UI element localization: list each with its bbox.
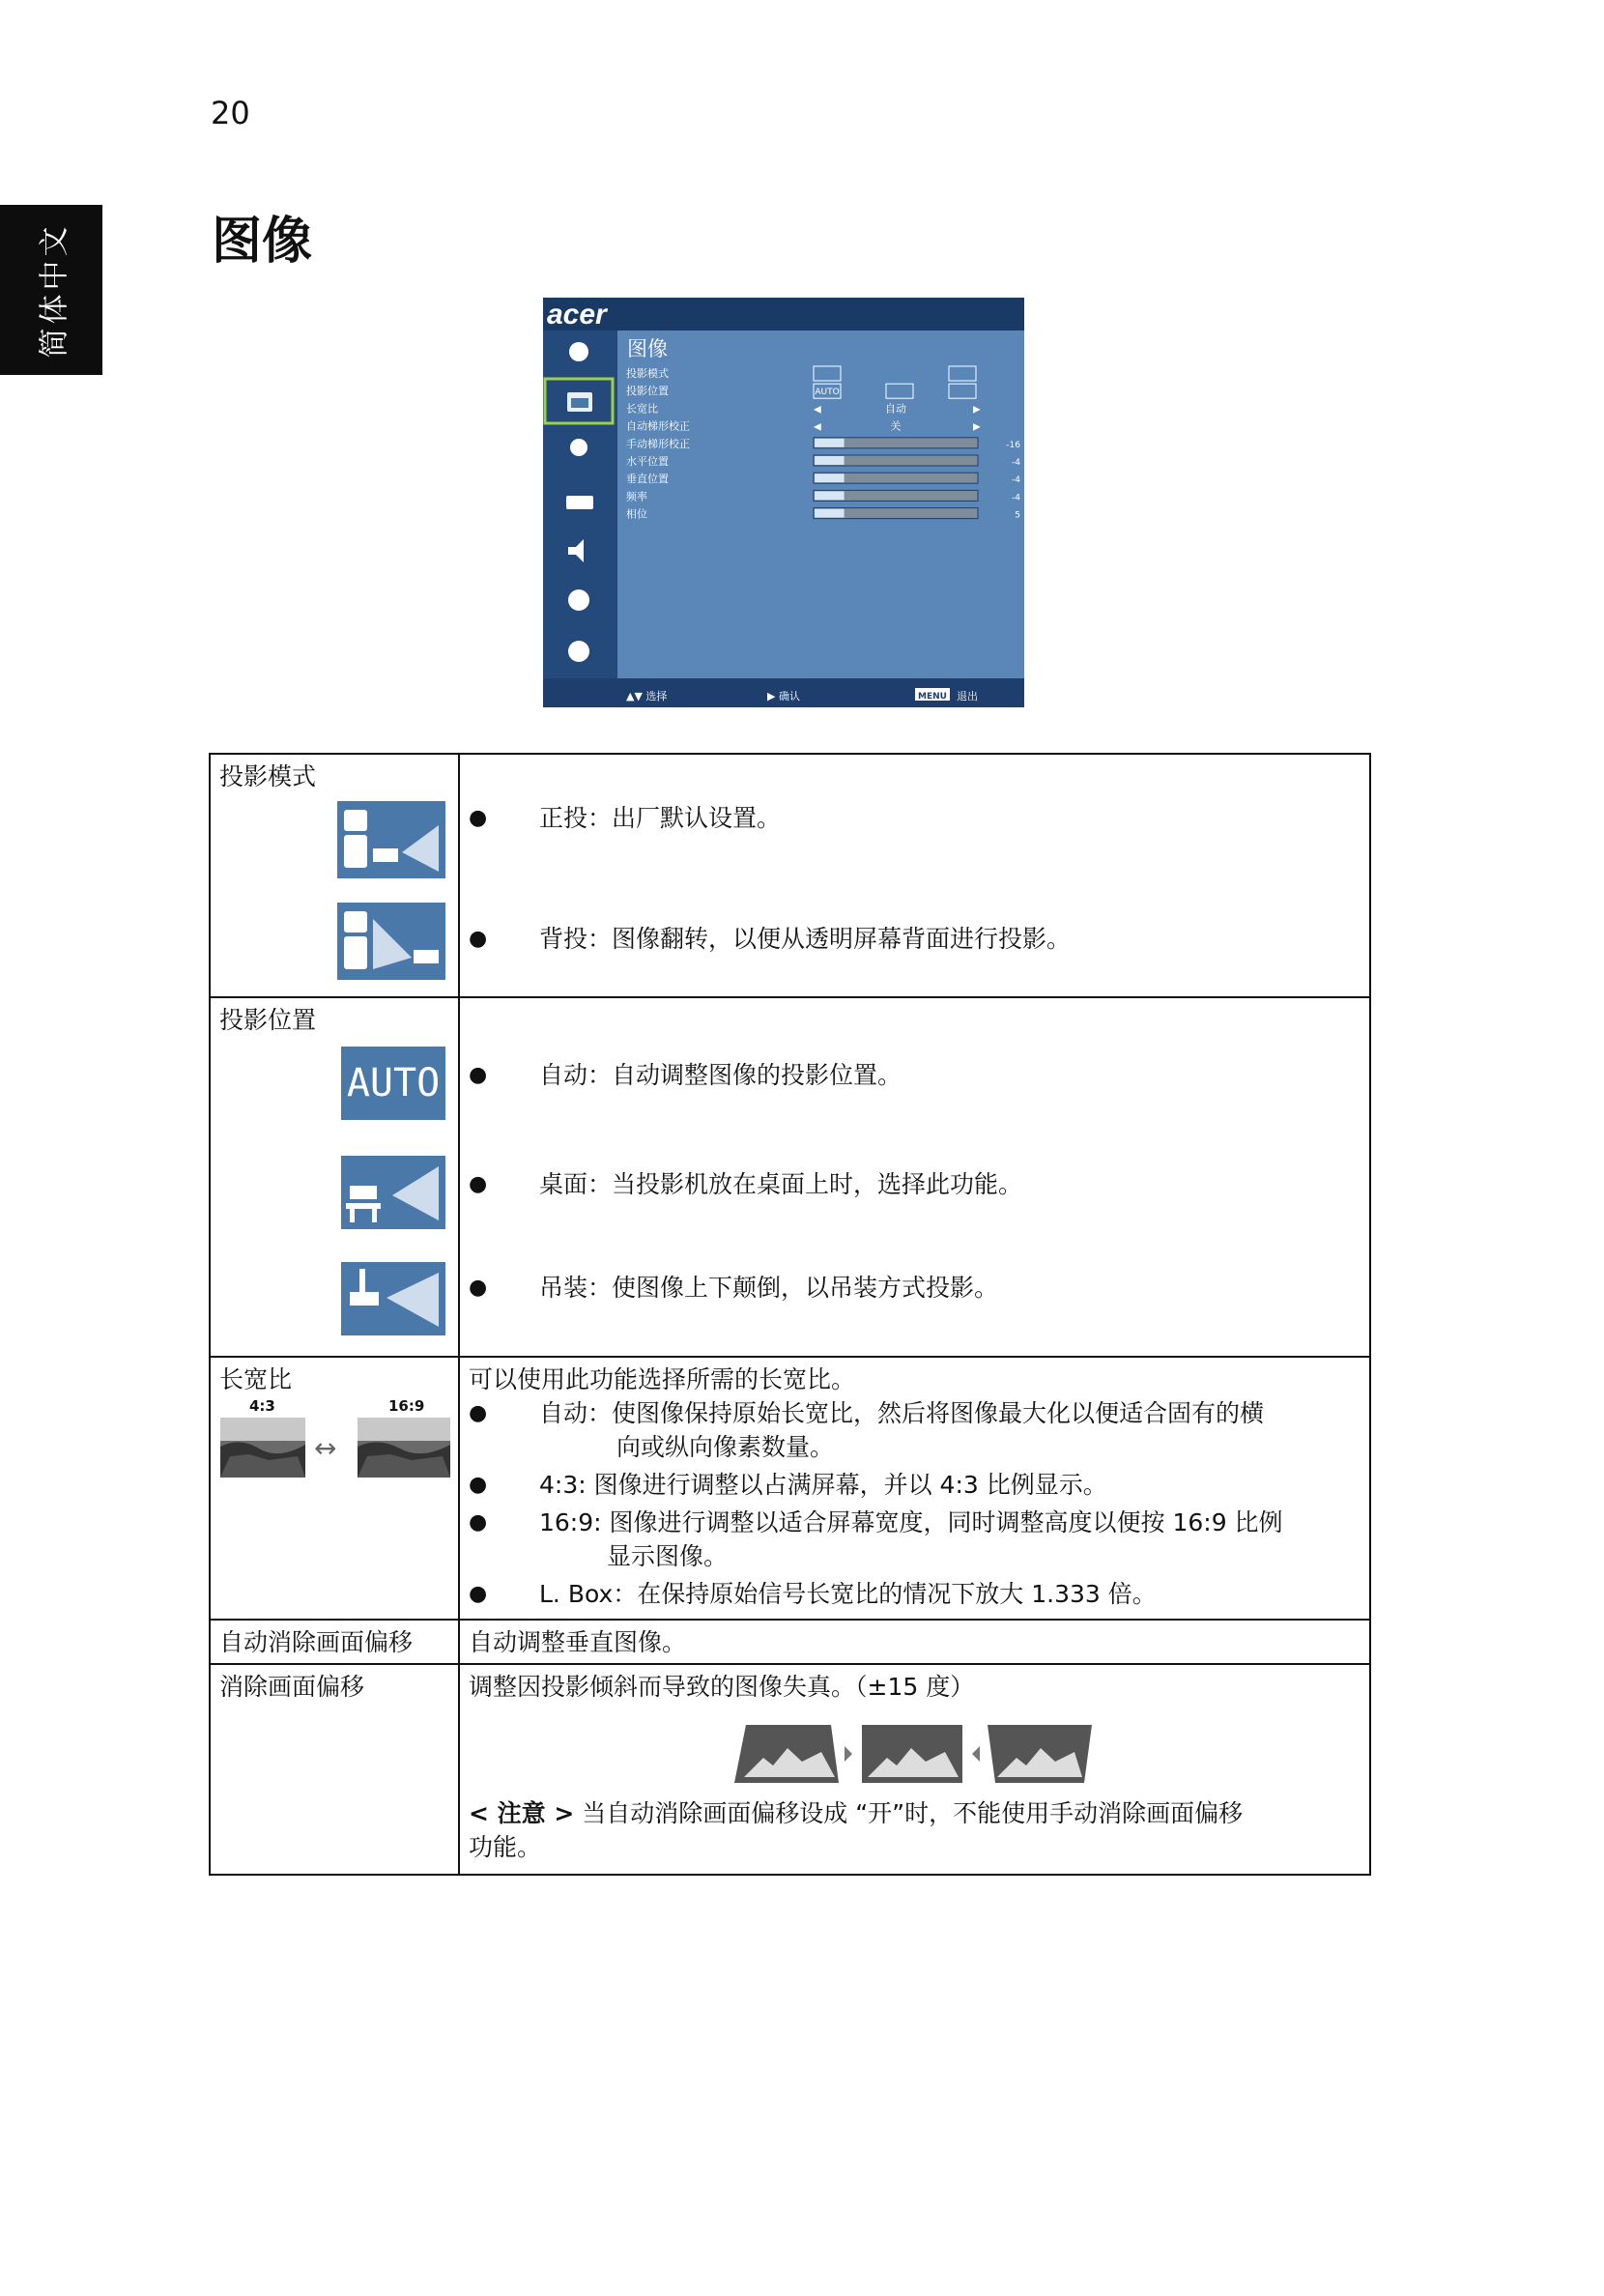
osd-left-arrow-icon: ◀ xyxy=(814,404,821,416)
aspect-ratio-items xyxy=(460,1396,1369,1611)
aspect-ratio-item: ● 16:9: 图像进行调整以适合屏幕宽度，同时调整高度以便按 16:9 比例 显示图像。 xyxy=(469,1508,1283,1570)
osd-row-label: 相位 xyxy=(626,507,647,521)
row-projection-mode xyxy=(210,754,1370,997)
aspect-ratio-intro: 可以使用此功能选择所需的长宽比。 xyxy=(469,1365,856,1393)
thumb-4-3-label: 4:3 xyxy=(249,1397,275,1415)
row-projection-location xyxy=(210,997,1370,1357)
language-label: 简体中文 xyxy=(37,222,72,358)
osd-settings-icon xyxy=(570,439,587,456)
osd-slider-fill xyxy=(815,474,845,482)
image-settings-table xyxy=(209,753,1371,1876)
osd-slider-fill xyxy=(815,439,845,447)
rear-projection-item: ● 背投：图像翻转，以便从透明屏幕背面进行投影。 xyxy=(469,925,1072,953)
aspect-switch-arrow-icon: ↔ xyxy=(314,1432,337,1464)
osd-row-label: 水平位置 xyxy=(626,455,669,468)
rear-projection-icon xyxy=(334,900,448,983)
note-line-2: 功能。 xyxy=(469,1833,542,1861)
aspect-ratio-item: ● 4:3: 图像进行调整以占满屏幕，并以 4:3 比例显示。 xyxy=(469,1471,1107,1499)
keystone-note xyxy=(460,1796,1369,1864)
aspect-ratio-label: 长宽比 xyxy=(219,1365,293,1393)
osd-row-value: 自动 xyxy=(885,402,906,416)
keystone-arrow-left-icon xyxy=(972,1746,980,1762)
osd-brand: acer xyxy=(547,299,607,330)
keystone-arrow-right-icon xyxy=(845,1746,852,1762)
note-line-1: 当自动消除画面偏移设成 “开”时，不能使用手动消除画面偏移 xyxy=(582,1799,1244,1827)
osd-footer-select: ▲▼ 选择 xyxy=(626,690,668,703)
osd-language-icon xyxy=(568,641,589,662)
keystone-illustration xyxy=(734,1719,1092,1789)
osd-slider-value: 5 xyxy=(1015,510,1020,521)
front-projection-item: ● 正投：出厂默认设置。 xyxy=(469,804,782,832)
section-title: 图像 xyxy=(212,213,313,271)
osd-slider-value: -4 xyxy=(1012,475,1020,486)
osd-management-icon xyxy=(566,496,593,509)
thumb-16-9-label: 16:9 xyxy=(388,1397,425,1415)
projection-mode-label: 投影模式 xyxy=(219,762,317,790)
osd-row-label: 频率 xyxy=(626,490,647,503)
osd-auto-option-label: AUTO xyxy=(815,387,840,398)
osd-row-value: 关 xyxy=(890,419,902,433)
auto-keystone-desc: 自动调整垂直图像。 xyxy=(469,1628,687,1656)
aspect-ratio-item: ● L. Box：在保持原始信号长宽比的情况下放大 1.333 倍。 xyxy=(469,1580,1157,1608)
aspect-ratio-item: ● 自动：使图像保持原始长宽比，然后将图像最大化以便适合固有的横 向或纵向像素数量。 xyxy=(469,1399,1265,1461)
aspect-16-9-thumbnail xyxy=(358,1418,450,1478)
keystone-label: 消除画面偏移 xyxy=(219,1673,365,1701)
osd-color-icon xyxy=(569,342,588,361)
osd-timer-icon xyxy=(568,589,589,611)
auto-location-item: ● 自动：自动调整图像的投影位置。 xyxy=(469,1061,902,1089)
osd-row-label: 垂直位置 xyxy=(626,473,669,486)
note-tag: < 注意 > xyxy=(469,1799,575,1827)
auto-keystone-label: 自动消除画面偏移 xyxy=(219,1628,414,1656)
osd-footer-confirm: ▶ 确认 xyxy=(767,690,800,703)
svg-text:AUTO: AUTO xyxy=(346,1061,441,1105)
auto-location-icon xyxy=(338,1044,448,1123)
row-aspect-ratio xyxy=(210,1357,1370,1620)
osd-right-arrow-icon: ▶ xyxy=(973,404,981,416)
osd-row-label: 手动梯形校正 xyxy=(626,437,690,450)
row-keystone xyxy=(210,1664,1370,1875)
ceiling-mount-icon xyxy=(338,1259,448,1338)
desk-location-item: ● 桌面：当投影机放在桌面上时，选择此功能。 xyxy=(469,1170,1023,1198)
osd-slider-value: -4 xyxy=(1012,458,1020,468)
front-projection-icon xyxy=(334,798,448,881)
keystone-desc: 调整因投影倾斜而导致的图像失真。（±15 度） xyxy=(469,1673,975,1701)
osd-slider-fill xyxy=(815,491,845,500)
ceiling-location-item: ● 吊装：使图像上下颠倒，以吊装方式投影。 xyxy=(469,1274,999,1302)
page-number: 20 xyxy=(211,95,250,131)
aspect-4-3-thumbnail xyxy=(220,1418,305,1478)
osd-right-arrow-icon: ▶ xyxy=(973,421,981,433)
osd-menu-title: 图像 xyxy=(627,337,668,360)
osd-footer-exit: 退出 xyxy=(957,690,978,703)
projection-location-label: 投影位置 xyxy=(219,1006,317,1034)
row-auto-keystone xyxy=(210,1620,1370,1664)
osd-row-label: 投影模式 xyxy=(626,367,669,380)
desk-mount-icon xyxy=(338,1153,448,1232)
osd-slider-value: -16 xyxy=(1006,440,1020,450)
osd-row-label: 长宽比 xyxy=(626,402,658,416)
osd-row-label: 投影位置 xyxy=(626,385,669,398)
osd-row-label: 自动梯形校正 xyxy=(626,419,690,433)
osd-left-arrow-icon: ◀ xyxy=(814,421,821,433)
language-side-tab xyxy=(0,205,102,375)
osd-slider-value: -4 xyxy=(1012,493,1020,503)
osd-menu-screenshot xyxy=(543,298,1024,707)
osd-slider-fill xyxy=(815,509,845,518)
osd-slider-fill xyxy=(815,456,845,465)
svg-text:MENU: MENU xyxy=(918,692,947,702)
